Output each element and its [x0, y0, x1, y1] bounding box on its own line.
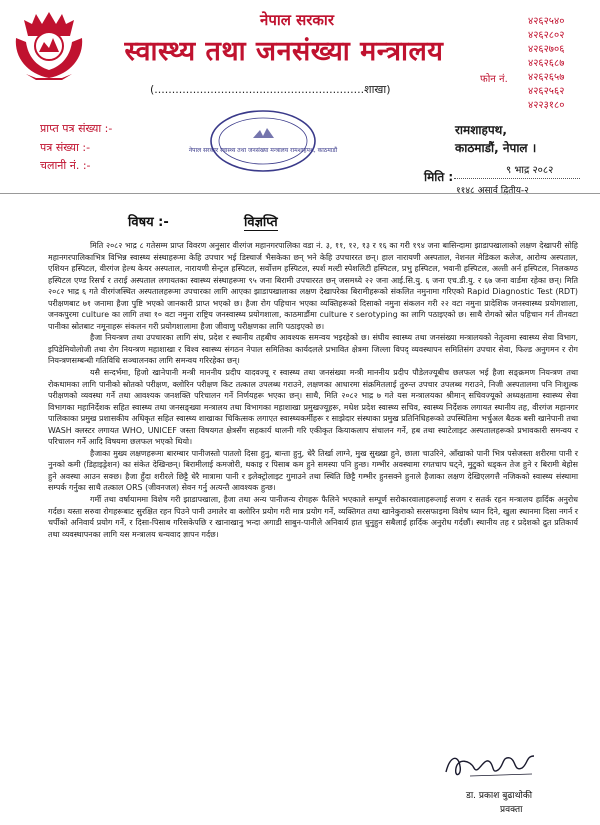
phone-number: ४२६२६८७ — [528, 58, 565, 69]
body-paragraph: यसै सन्दर्भमा, हिजो खानेपानी मन्त्री माननीय प्रदीप यादवज्यू र स्वास्थ्य तथा जनसंख्या मन्त्री माननीय प्रदीप पौडेलज्यूबीच छलफल भई हैजा सङ्क्रमण नियन्त्रण तथा रोकथामका लागि पानीको स्रोतको परीक्षण, क्लोरिन परीक्षण किट तत्काल उपलब्ध गराउने, लक्षणका आधारमा संक्रमितलाई तुरुन्त उपचार उपलब्ध गराउने, निजी अस्पतालमा पनि निःशुल्क परीक्षणको व्यवस्था गर्ने तथा आवश्यक जनशक्ति परिचालन गर्ने निर्णयहरू भएका छन्। साथै, मिति २०८२ भाद्र ७ गते यस मन्त्रालयका श्रीमान् सचिवज्यूको अध्यक्षतामा स्वास्थ्य सेवा विभागका महानिर्देशक सहित स्वास्थ्य तथा जनसङ्ख्या मन्त्रालय तथा विभागका महाशाखा प्रमुखज्यूहरू, मधेश प्रदेश स्वास्थ्य सचिव, स्वास्थ्य निर्देशक लगायत स्थानीय तह, वीरगंज महानगर पालिकाका प्रमुख प्रशासकीय अधिकृत सहित स्वास्थ्य शाखाका चिकित्सक लगाएत स्वास्थ्यकर्मीहरू र साझेदार संस्थाका प्रमुख प्रतिनिधिहरूको उपस्थितिमा भर्चुअल बैठक बसी खानेपानी तथा WASH क्लस्टर लगायत WHO, UNICEF जस्ता विषयगत क्षेत्रसँग सहकार्य थालनी गरि एकीकृत कियाकलाप संचालन गर्ने, हब तथा स्याटेलाइट अस्पतालहरूको प्रभावकारी समन्वय र परिचालन गर्ने आदि विषयमा छलफल भएको थियो। — [48, 368, 578, 447]
date-label: मिति : — [424, 170, 454, 184]
body-paragraph: हैजा नियन्त्रण तथा उपचारका लागि संघ, प्रदेश र स्थानीय तहबीच आवश्यक समन्वय भइरहेको छ। संघीय स्वास्थ्य तथा जनसंख्या मन्त्रालयको नेतृत्वमा स्वास्थ्य सेवा विभाग, इपिडेमियोलोजी तथा रोग नियन्त्रण महाशाखा र विश्व स्वास्थ्य संगठन नेपाल समितिका कार्यदलले प्रभावित क्षेत्रमा जिल्ला विपद् व्यवस्थापन समितिसंग उपचार सेवा, फिल्ड अनुगमन र रोग नियन्त्रणसम्बन्धी गतिविधि सञ्चालनका लागि समन्वय गरिरहेका छन्। — [48, 333, 578, 366]
phone-number: ४२६२५४० — [528, 16, 565, 27]
address-line-1: रामशाहपथ, — [455, 123, 507, 137]
date-value: ९ भाद्र २०८२ — [506, 165, 554, 176]
phone-number: ४२६२८०२ — [528, 30, 565, 41]
signatory-name: डा. प्रकाश बुढाथोकी — [466, 791, 533, 801]
branch-line: (............................................................शाखा) — [150, 83, 391, 96]
ministry-stamp — [188, 108, 338, 174]
subject-value: विज्ञप्ति — [244, 212, 278, 231]
address-line-2: काठमाडौं, नेपाल । — [455, 141, 537, 155]
reference-number: ११४८ असार्व द्वितीय-२ — [456, 186, 529, 196]
government-title: नेपाल सरकार — [260, 11, 334, 29]
body-paragraph: हैजाका मुख्य लक्षणहरूमा बारम्बार पानीजस्तो पातलो दिसा हुनु, बान्ता हुनु, धेरै तिर्खा लाग्ने, मुख सुख्खा हुने, छाला चाउरिने, आँखाको पानी भित्र पसेजस्ता शरीरमा पानी र नुनको कमी (डिहाइड्रेशन) का संकेत देखिन्छन्। बिरामीलाई कमजोरी, थकाइ र पिसाब कम हुने समस्या पनि हुन्छ। गम्भीर अवस्थामा रगतचाप घट्ने, मुटुको धड्कन तेज हुने र बिरामी बेहोस हुने अवस्था आउन सक्छ। हैजा हुँदा शरीरले छिट्टै धेरै मात्रामा पानी र इलेक्ट्रोलाइट गुमाउने तथा स्थिति छिट्टै गम्भीर हुनसक्ने हुनाले हैजाका लक्षण देखिएलगत्तै नजिकको स्वास्थ्य संस्थामा सम्पर्क गर्नुका साथै तत्काल ORS (जीवनजल) सेवन गर्नु अत्यन्तै आवश्यक हुन्छ। — [48, 448, 578, 493]
phone-label: फोन नं. — [480, 74, 508, 85]
letter-no: पत्र संख्या :- — [40, 141, 91, 154]
ministry-title: स्वास्थ्य तथा जनसंख्या मन्त्रालय — [124, 36, 444, 67]
handwritten-signature — [440, 748, 546, 782]
received-letter-no: प्राप्त पत्र संख्या :- — [40, 122, 113, 135]
press-release-body — [48, 240, 578, 750]
body-paragraph: गर्मी तथा वर्षायाममा विशेष गरी झाडापखाला, हैजा तथा अन्य पानीजन्य रोगहरू फैलिने भएकाले सम्पूर्ण सरोकारवालाहरूलाई सजग र सतर्क रहन मन्त्रालय हार्दिक अनुरोध गर्दछ। यस्ता सरुवा रोगहरूबाट सुरक्षित रहन पिउने पानी उमालेर वा क्लोरिन प्रयोग गरी मात्र प्रयोग गर्ने, व्यक्तिगत तथा खानेकुराको सरसफाइमा विशेष ध्यान दिने, खुला स्थानमा दिसा नगर्न र चर्पीको अनिवार्य प्रयोग गर्ने, र दिसा-पिसाब गरिसकेपछि र खानाखानु भन्दा अगाडी साबुन-पानीले अनिवार्य हात धुनुहुन सबैलाई हार्दिक अनुरोध गर्दछौं। स्थानीय तह र प्रदेशको द्रुत प्रतिकार्य तथा व्यवस्थापनका लागि यस मन्त्रालय धन्यवाद ज्ञापन गर्दछ। — [48, 495, 578, 539]
dispatch-no: चलानी नं. :- — [40, 159, 91, 172]
phone-number: ४२६२७०६ — [528, 44, 565, 55]
header-divider — [0, 193, 600, 194]
date-dotted-line — [454, 178, 580, 179]
phone-number: ४२२३१८० — [528, 100, 565, 111]
phone-number: ४२६२५६२ — [528, 86, 565, 97]
phone-number: ४२६२६५७ — [528, 72, 565, 83]
stamp-text: नेपाल सरकार स्वास्थ्य तथा जनसंख्या मन्त्रालय रामशाहपथ, काठमाडौं — [188, 147, 338, 154]
signatory-role: प्रवक्ता — [500, 805, 523, 815]
phone-list — [528, 15, 564, 113]
subject-label: विषय :- — [128, 215, 169, 230]
body-paragraph: मिति २०८२ भाद्र ८ गतेसम्म प्राप्त विवरण अनुसार वीरगंज महानगरपालिका वडा नं. ३, ११, १२, १३ र १६ का गरी १९४ जना बासिन्दामा झाडापखालाको लक्षण देखापरी सोहि महानगरपालिकाभित्र विभिन्न स्वास्थ्य संस्थाहरूमा केहि उपचार भई डिस्चार्ज भैसकेका छन् भने केहि उपचाररत छन्। हाल नारायणी अस्पताल, नेशनल मेडिकल कलेज, आरोग्य अस्पताल, एशियन हस्पिटल, वीरगंज हेल्थ केयर अस्पताल, नारायणी सेन्ट्रल हस्पिटल, सर्वोत्तम हस्पिटल, स्पर्श मल्टी स्पेशलिटी हस्पिटल, प्रभु हस्पिटल, भवानी हस्पिटल, अल्ती अर्न हस्पिटल, निलकण्ठ हस्पिटल एण्ड रिसर्च र तराई अस्पताल लगायतका स्वास्थ्य संस्थाहरूमा ९५ जना बिरामी उपचाररत छन् जसमध्ये २२ जना आई.सि.यु. ६ जना एच.डी.यु. र ६७ जना वार्डमा रहेका छन्। मिति २०८२ भाद्र ६ गते वीरगंजस्थित अस्पतालहरूमा उपचारका लागि आएका झाडापखालाका लक्षण देखापरेका बिरामीहरूको संकलित नमुनामा गरिएको Rapid Diagnostic Test (RDT) परीक्षणबाट ७१ जनामा हैजा पुष्टि भएको जानकारी प्राप्त भएको छ। हैजा रोग पहिचान भएका व्यक्तिहरूको दिसाको नमुना संकलन गरी २२ वटा नमुना प्रादेशिक जनस्वास्थ्य प्रयोगशाला, जनकपुरमा culture का लागि तथा १० वटा नमुना राष्ट्रिय जनस्वास्थ्य प्रयोगशाला, काठमाडौंमा culture र serotyping का लागि पठाइएको छ। साथै रोगको स्रोत पहिचान गर्न तीनवटा पानीका स्रोतबाट नमूनाहरू संकलन गरी प्रयोगशालामा हैजा जीवाणु परीक्षणका लागि पठाइएको छ। — [48, 241, 578, 331]
nepal-emblem-icon — [6, 8, 92, 84]
